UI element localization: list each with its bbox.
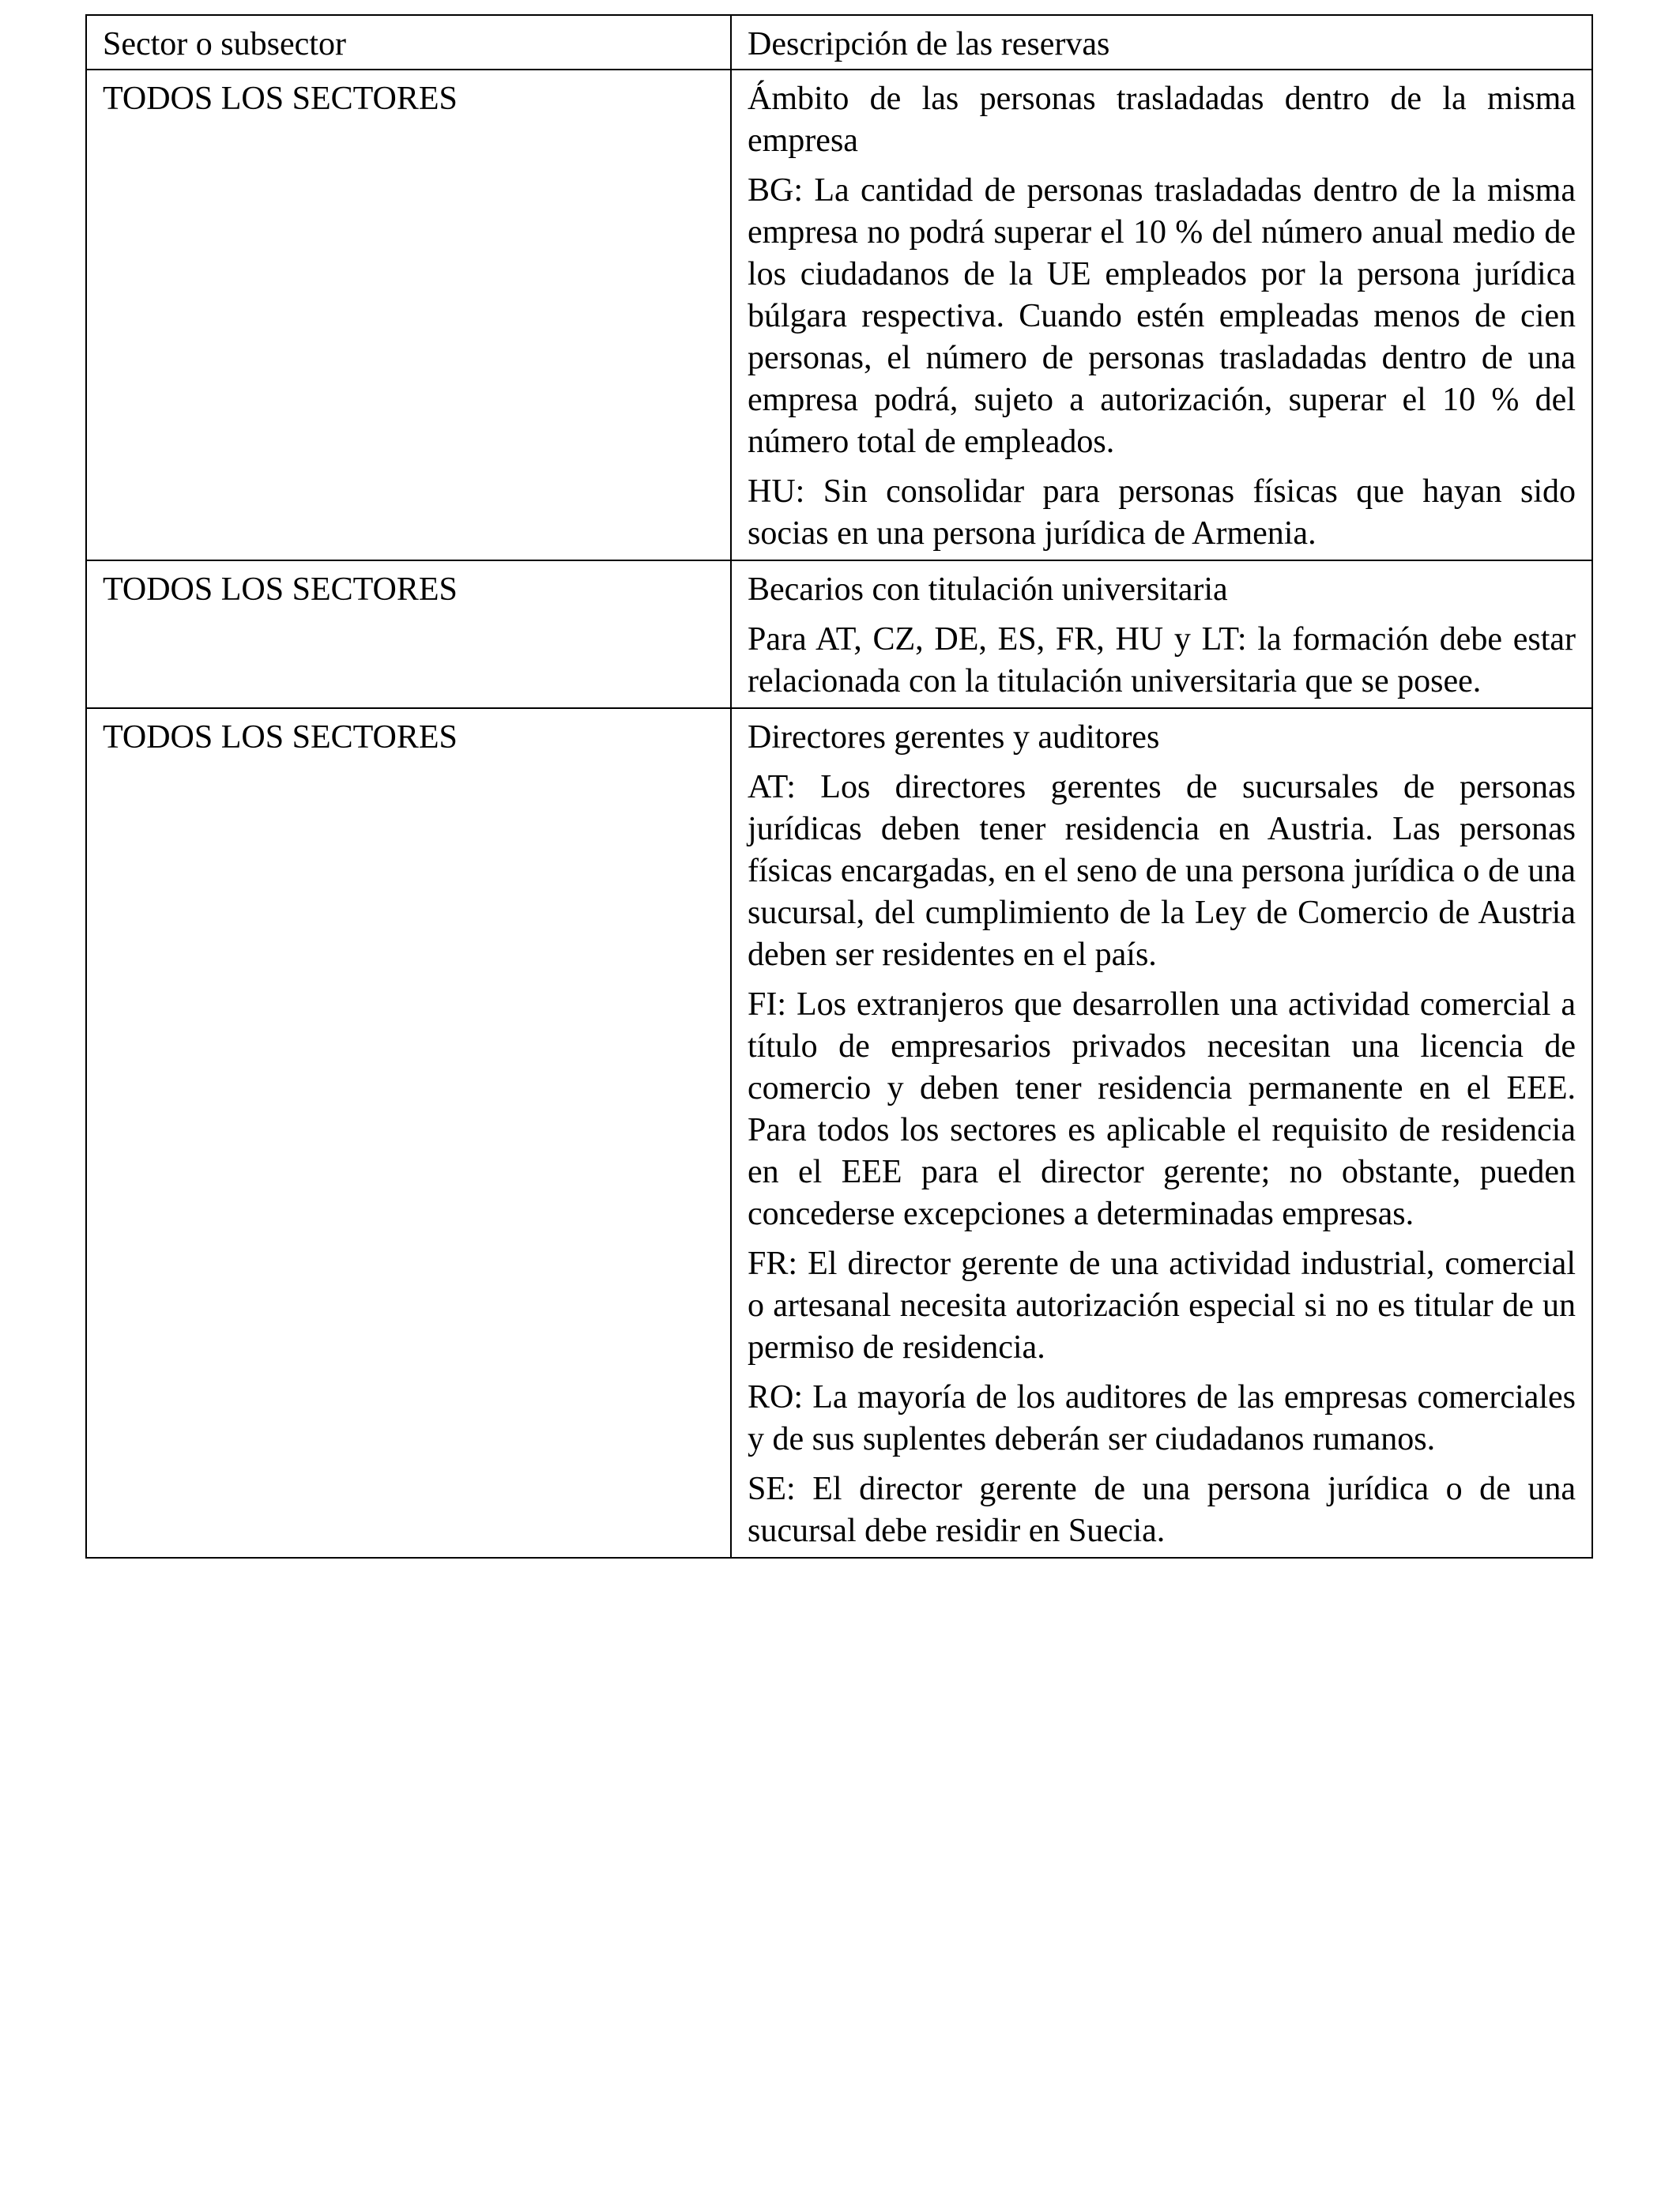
- header-description: [731, 15, 1592, 70]
- description-paragraph: BG: La cantidad de personas trasladadas dentro de la misma empresa no podrá superar el 10 % del número anual medio de los ciudadanos de la UE empleados por la persona jurídica búlgara respectiva. Cuando estén empleadas menos de cien personas, el número de personas trasladadas dentro de una empresa podrá, sujeto a autorización, superar el 10 % del número total de empleados.: [748, 172, 1576, 460]
- description-heading: Becarios con titulación universitaria: [748, 571, 1228, 608]
- reserves-table: [85, 14, 1593, 1559]
- table-header-row: [86, 15, 1592, 70]
- table-row: [86, 560, 1592, 708]
- description-paragraph: HU: Sin consolidar para personas físicas que hayan sido socias en una persona jurídica de Armenia.: [748, 473, 1576, 552]
- header-sector-label: Sector o subsector: [103, 26, 346, 62]
- header-description-label: Descripción de las reservas: [748, 26, 1110, 62]
- sector-cell: [86, 560, 731, 708]
- description-paragraph: AT: Los directores gerentes de sucursales de personas jurídicas deben tener residencia en Austria. Las personas físicas encargadas, en el seno de una persona jurídica o de una sucursal, del cumplimiento de la Ley de Comercio de Austria deben ser residentes en el país.: [748, 769, 1576, 973]
- description-paragraph: RO: La mayoría de los auditores de las empresas comerciales y de sus suplentes deberán ser ciudadanos rumanos.: [748, 1379, 1576, 1457]
- sector-label: TODOS LOS SECTORES: [103, 719, 458, 756]
- sector-cell: [86, 70, 731, 560]
- description-paragraph: FI: Los extranjeros que desarrollen una actividad comercial a título de empresarios privados necesitan una licencia de comercio y deben tener residencia permanente en el EEE. Para todos los sectores es aplicable el requisito de residencia en el EEE para el director gerente; no obstante, pueden concederse excepciones a determinadas empresas.: [748, 986, 1576, 1232]
- description-cell: [731, 708, 1592, 1558]
- sector-label: TODOS LOS SECTORES: [103, 571, 458, 608]
- table-row: [86, 708, 1592, 1558]
- table-row: [86, 70, 1592, 560]
- description-heading: Directores gerentes y auditores: [748, 719, 1160, 756]
- header-sector: [86, 15, 731, 70]
- description-cell: [731, 560, 1592, 708]
- description-paragraph: Para AT, CZ, DE, ES, FR, HU y LT: la formación debe estar relacionada con la titulación universitaria que se posee.: [748, 621, 1576, 699]
- description-heading: Ámbito de las personas trasladadas dentro de la misma empresa: [748, 81, 1576, 159]
- sector-label: TODOS LOS SECTORES: [103, 81, 458, 117]
- description-paragraph: FR: El director gerente de una actividad industrial, comercial o artesanal necesita autorización especial si no es titular de un permiso de residencia.: [748, 1246, 1576, 1366]
- description-paragraph: SE: El director gerente de una persona jurídica o de una sucursal debe residir en Suecia.: [748, 1471, 1576, 1549]
- description-cell: [731, 70, 1592, 560]
- sector-cell: [86, 708, 731, 1558]
